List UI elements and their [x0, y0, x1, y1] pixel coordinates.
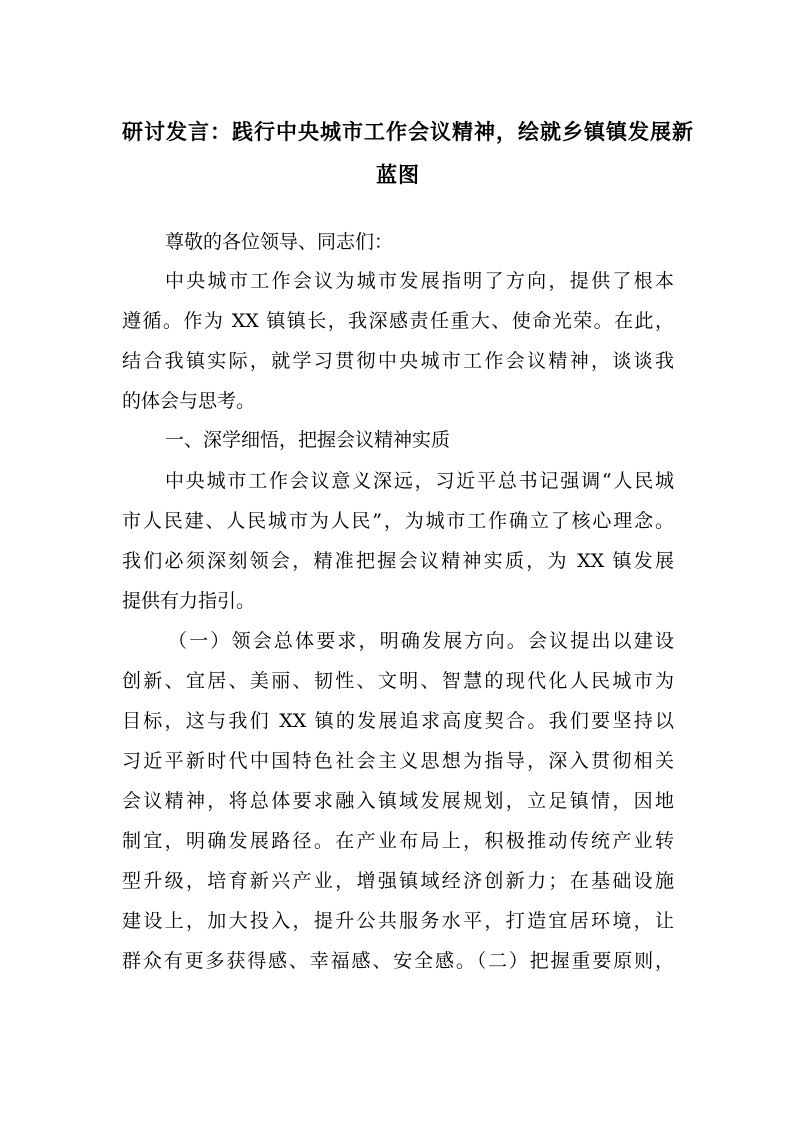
paragraph-line: 中央城市工作会议意义深远，习近平总书记强调“人民城	[165, 470, 674, 492]
paragraph-line: 建设上，加大投入，提升公共服务水平，打造宜居环境，让	[122, 910, 674, 932]
paragraph-line: 我们必须深刻领会，精准把握会议精神实质，为 XX 镇发展	[122, 550, 674, 572]
paragraph-line: 会议精神，将总体要求融入镇域发展规划，立足镇情，因地	[122, 790, 674, 812]
paragraph-line: 制宜，明确发展路径。在产业布局上，积极推动传统产业转	[122, 830, 674, 852]
paragraph-line: 创新、宜居、美丽、韧性、文明、智慧的现代化人民城市为	[122, 670, 674, 692]
paragraph-line: 习近平新时代中国特色社会主义思想为指导，深入贯彻相关	[122, 750, 674, 772]
paragraph-line: 的体会与思考。	[122, 390, 256, 412]
paragraph-line: 遵循。作为 XX 镇镇长，我深感责任重大、使命光荣。在此，	[122, 310, 674, 332]
document-title-line-2: 蓝图	[376, 162, 420, 187]
paragraph-line: 市人民建、人民城市为人民”，为城市工作确立了核心理念。	[122, 510, 674, 532]
section-heading: 一、深学细悟，把握会议精神实质	[165, 429, 451, 451]
document-title-line-1: 研讨发言：践行中央城市工作会议精神，绘就乡镇镇发展新	[122, 119, 694, 144]
paragraph-line: 提供有力指引。	[122, 590, 256, 612]
salutation: 尊敬的各位领导、同志们：	[165, 231, 394, 253]
paragraph-line: 群众有更多获得感、幸福感、安全感。（二）把握重要原则，	[122, 950, 674, 972]
paragraph-line: 中央城市工作会议为城市发展指明了方向，提供了根本	[165, 270, 674, 292]
paragraph-line: 型升级，培育新兴产业，增强镇域经济创新力；在基础设施	[122, 870, 674, 892]
paragraph-line: （一）领会总体要求，明确发展方向。会议提出以建设	[168, 630, 674, 652]
paragraph-line: 目标，这与我们 XX 镇的发展追求高度契合。我们要坚持以	[122, 710, 674, 732]
paragraph-line: 结合我镇实际，就学习贯彻中央城市工作会议精神，谈谈我	[122, 350, 674, 372]
